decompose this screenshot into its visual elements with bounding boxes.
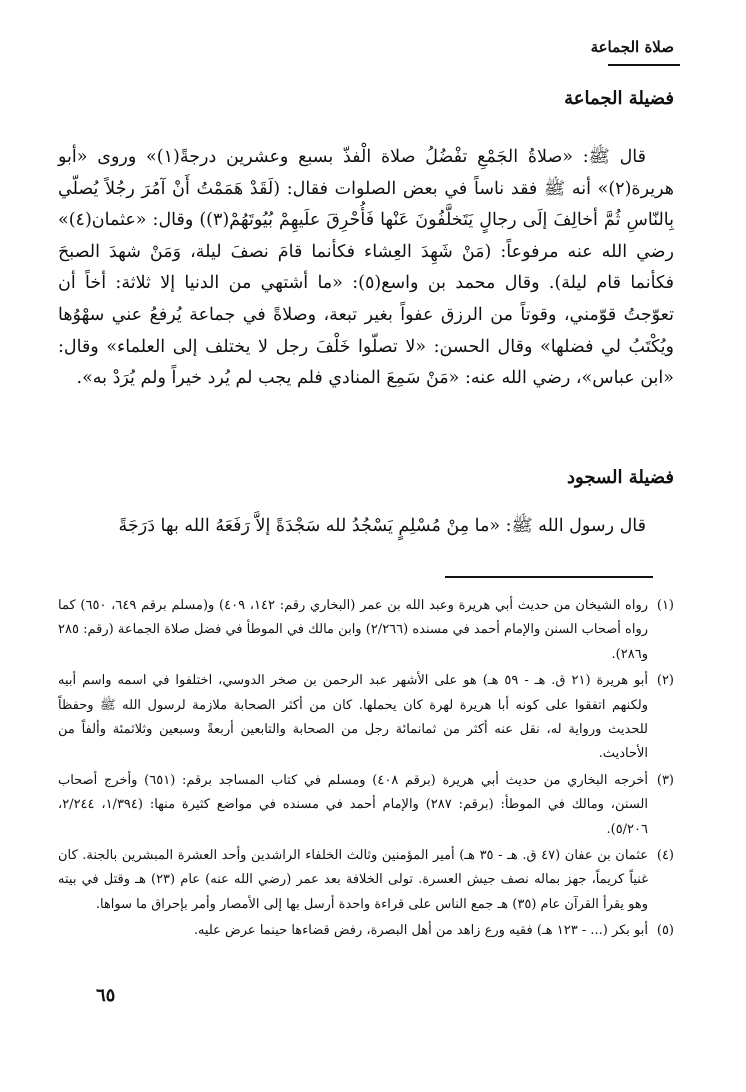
footnote-item (58, 844, 674, 917)
paragraph: قال ﷺ: «صلاةُ الجَمْعِ تفْضُلُ صلاة الْفذّ بسبع وعشرين درجةً(١)» وروى «أبو هريرة(٢)» أنه ﷺ فقد ناساً في بعض الصلوات فقال: (لَقَدْ هَمَمْتُ أَنْ آمُرَ رجُلاً يُصلّي بِالنّاسِ ثُمَّ أخالِفَ إلَى رجالٍ يَتَخلَّفُونَ عَنْها فَأُحْرِقَ علَيهِمْ بُيُوتَهُمْ(٣)) وقال: «عثمان(٤)» رضي الله عنه مرفوعاً: (مَنْ شَهِدَ العِشاء فكأنما قامَ نصفَ ليلة، وَمَنْ شهدَ الصبحَ فكأنما قام ليلة). وقال محمد بن واسع(٥): «ما أشتهي من الدنيا إلا ثلاثة: أخاً أن تعوّجتُ قوّمني، وقوتاً من الرزق عفواً بغير تبعة، وصلاةً في جماعة يُرفعُ عني سهْوُها ويُكْتَبُ لي فضلها» وقال الحسن: «لا تصلّوا خَلْفَ رجل لا يختلف إلى العلماء» وقال: «ابن عباس»، رضي الله عنه: «مَنْ سَمِعَ المنادي فلم يجب لم يُرد خيراً ولم يُرَدْ به». (58, 147, 674, 389)
footnote-text: أبو بكر (... - ١٢٣ هـ) فقيه ورع زاهد من أهل البصرة، رفض قضاءها حينما عرض عليه. (193, 923, 648, 939)
footnote-number: (٢) (656, 673, 674, 689)
running-head-rule (608, 64, 680, 66)
section-body-prostration (58, 511, 674, 543)
footnote-separator (445, 576, 653, 578)
section-body-congregation (58, 142, 674, 395)
footnotes (58, 594, 674, 946)
footnote-text: أخرجه البخاري من حديث أبي هريرة (برقم ٤٠٨) ومسلم في كتاب المساجد برقم: (٦٥١) وأخرج أصحاب السنن، ومالك في الموطأ: (برقم: ٢٨٧) والإمام أحمد في مسنده في مواضع كثيرة منها: (١/٣٩٤، ٢/٢٤٤، ٥/٢٠٦). (58, 772, 648, 837)
footnote-item (58, 919, 674, 943)
footnote-number: (٣) (656, 772, 674, 788)
footnote-text: أبو هريرة (٢١ ق. هـ - ٥٩ هـ) هو على الأشهر عبد الرحمن بن صخر الدوسي، اختلفوا في اسمه واسم أبيه ولكنهم اتفقوا على كونه أبا هريرة لهرة كان يحملها. كان من أكثر الصحابة ملازمة لرسول الله ﷺ وحفظاً للحديث ورواية له، نقل عنه أكثر من ثمانمائة رجل من الصحابة والتابعين أربعةً وسبعين وثلاثمئة وألفاً من الأحاديث. (58, 673, 648, 762)
section-title-prostration: فضيلة السجود (567, 467, 674, 488)
footnote-item (58, 594, 674, 667)
footnote-item (58, 669, 674, 767)
section-title-congregation: فضيلة الجماعة (564, 88, 674, 109)
footnote-number: (٤) (656, 848, 674, 864)
footnote-text: رواه الشيخان من حديث أبي هريرة وعبد الله بن عمر (البخاري رقم: ١٤٢، ٤٠٩) و(مسلم برقم ٦٤٩، ٦٥٠) كما رواه أصحاب السنن والإمام أحمد في مسنده (٢/٢٦٦) وابن مالك في الموطأ في فضل صلاة الجماعة (رقم: ٢٨٥ و٢٨٦). (58, 598, 649, 662)
footnote-text: عثمان بن عفان (٤٧ ق. هـ - ٣٥ هـ) أمير المؤمنين وثالث الخلفاء الراشدين وأحد العشرة المبشرين بالجنة. كان غنياً كريماً، جهز بماله نصف جيش العسرة. تولى الخلافة بعد عمر (رضي الله عنه) عام (٢٣) هـ وقتل في بيته وهو يقرأ القرآن عام (٣٥) هـ جمع الناس على قراءة واحدة أرسل بها إلى الأمصار وأمر بإحراق ما سواها. (58, 848, 649, 912)
footnote-number: (٥) (656, 923, 674, 939)
footnote-number: (١) (656, 598, 674, 613)
paragraph: قال رسول الله ﷺ: «ما مِنْ مُسْلِمٍ يَسْجُدُ لله سَجْدَةً إلاَّ رَفَعَهُ الله بها دَرَجَةً (118, 516, 646, 536)
page-number: ٦٥ (96, 985, 116, 1006)
footnote-item (58, 769, 674, 842)
running-head: صلاة الجماعة (590, 38, 674, 56)
